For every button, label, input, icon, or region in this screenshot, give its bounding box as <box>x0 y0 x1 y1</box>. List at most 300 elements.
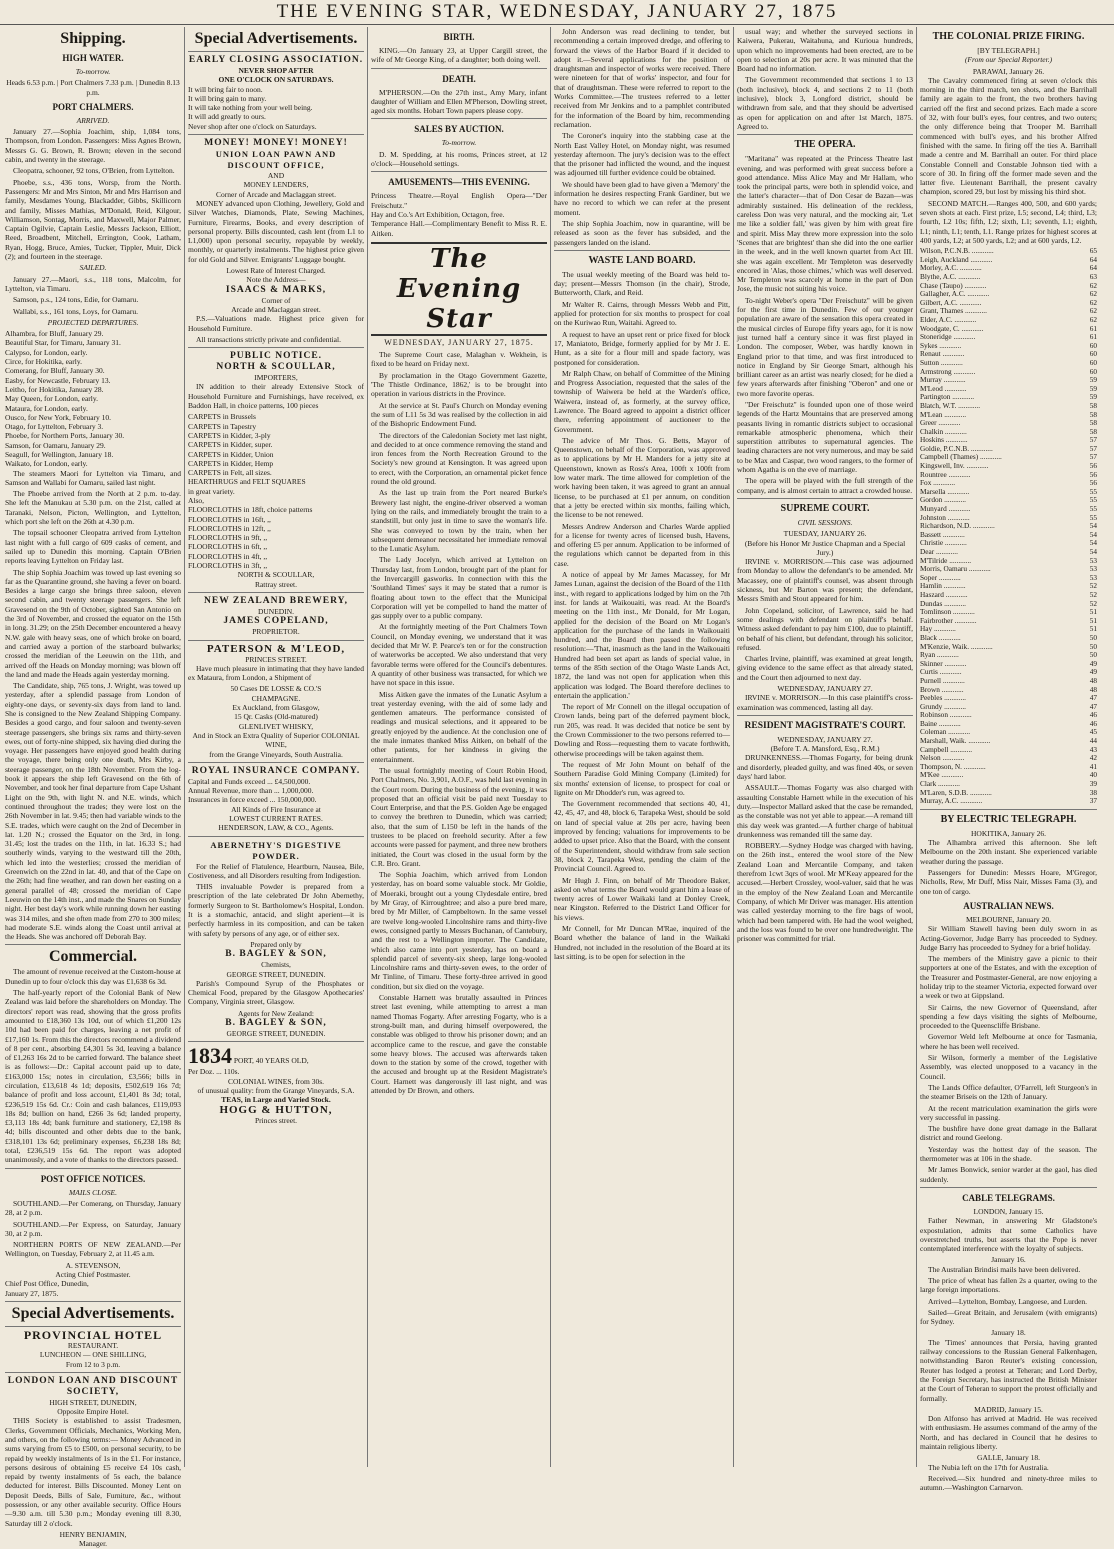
news-paragraph: usual way; and whether the surveyed sections in Kaiwera, Pukerau, Waitahuna, and Kurioua hundreds, upon which no improvements had been erected, are to be open to selection at 20s per acre. It was minuted that the Board had no information. <box>737 27 913 74</box>
royal-insurance-ad <box>188 762 364 833</box>
arrival-text: Phoebe, s.s., 436 tons, Worsp, from the North. Passengers: Mr and Mrs Sinton, Mr and Mrs Harrison and family, Mesdames Young, Blackadder, Gibbs, Skillicorn and family, Misses Mathias, M'Donald, Reid, Kilgour, Williamson, Sontag, Morris, and Maxwell, Major Palmer, Captain Ogilvie, Captain Leslie, Messrs Jackson, Elliott, Reed, Broadbent, Mitchell, Errington, Cook, Latham, Ryan, Hogg, Bruce, Amies, Tucker, Tippler, Muir, Dick (2); and fourteen in the steerage. <box>5 177 181 262</box>
commercial-heading: Commercial. <box>5 944 181 966</box>
special-ads-heading: Special Advertisements. <box>194 30 358 47</box>
opera-paragraph: "Maritana" was repeated at the Princess Theatre last evening, and was performed with great success before a good attendance. Miss Alice May and Mr Hallam, who took the principal parts, were both in splendid voice, and the latter's character—that of Don Cesar de Bazan—was admirably sustained. His delineation of the reckless, careless Don was very natural, and the mocking air, 'Let me like a soldier fall,' was given by him with great fire and spirit. Miss May threw more expression into the solo 'Scenes that are brightest' than she did into the one earlier in the week, and in the well known quartet from Act III. she was again excellent. Mr Templeton was deservedly encored in 'Alas, those chimes,' which was well deserved. Mr Templeton was scarcely at home in the part of Don Jose, the music not suiting his voice. <box>737 154 913 294</box>
score-name: Bassett ............ <box>920 529 965 539</box>
score-value: 51 <box>1089 624 1097 634</box>
ad-line: From 12 to 3 p.m. <box>65 1359 121 1369</box>
score-value: 57 <box>1089 443 1097 453</box>
telegraph-text: The bushfire have done great damage in the Ballarat district and round Geelong. <box>920 1124 1097 1143</box>
ad-body: It will bring fair to noon. It will bring gain to many. It will take nothing from your well being. It will add greatly to ours. Never shop after one o'clock on Saturdays. <box>188 84 317 131</box>
telegraph-text: The members of the Ministry gave a picnic to their supporters at one of the Estates, and with the exception of the Treasurer and Postmaster-General, are now enjoying a holiday trip to the steamer Victoria, expected forward over a week or two at Gippsland. <box>920 954 1097 1001</box>
score-name: Fairbrother ............ <box>920 615 977 625</box>
score-name: Campbell ............ <box>920 744 973 754</box>
birth-heading: BIRTH. <box>443 32 475 42</box>
court-bench: (Before his Honor Mr Justice Chapman and a Special Jury.) <box>744 538 906 557</box>
score-value: 43 <box>1089 744 1097 754</box>
telegraph-text: At the recent matriculation examination the girls were very successful in passing. <box>920 1103 1097 1122</box>
score-name: Thompson, N. ............ <box>920 761 986 771</box>
ad-name: B. BAGLEY & SON, <box>225 1018 327 1029</box>
ad-line: LUNCHEON — ONE SHILLING, <box>39 1350 147 1360</box>
post-office-text: SOUTHLAND.—Per Comerang, on Thursday, January 28, at 2 p.m. <box>5 1198 181 1218</box>
telegraph-text: The Nubia left on the 17th for Australia. <box>928 1462 1049 1472</box>
ad-line: Note the Address— <box>246 275 306 285</box>
column-4 <box>551 27 734 1467</box>
score-value: 59 <box>1089 375 1097 385</box>
telegraph-text: Received.—Six hundred and ninety-three miles to autumn.—Washington Carnarvon. <box>920 1473 1097 1493</box>
board-paragraph: The Government recommended that sections 40, 41, 42, 45, 47, and 48, block 6, Tarapeka West, should be sold on land of special value at 20s per acre, having been improved by fencing; valuations for improvements to be added to upset price. Also that the Board, with the consent of the Superintendent, should withdraw from sale section 38, block 2, Tarapeka West, pending the claim of the Provincial Council. Agreed to. <box>554 799 730 874</box>
score-value: 64 <box>1089 263 1097 273</box>
high-water-heading: HIGH WATER. <box>62 53 124 63</box>
ad-address: Corner of Arcade and Maclaggan street. <box>231 295 321 314</box>
score-value: 62 <box>1089 306 1097 316</box>
ad-sub: IMPORTERS, <box>254 373 298 383</box>
port-chalmers-heading: PORT CHALMERS. <box>52 101 134 112</box>
sales-text: D. M. Spedding, at his rooms, Princes street, at 12 o'clock—Household settings. <box>371 149 547 169</box>
score-value: 56 <box>1089 469 1097 479</box>
score-value: 56 <box>1089 461 1097 471</box>
score-name: Morley, A.C. ............ <box>920 263 982 273</box>
news-paragraph: The Sophia Joachim, which arrived from London yesterday, has on board some valuable stock. Mr Goldie, of Moeraki, brought out a young Clydesdale entire, bred by Mr Gray, of Kirroughtree; and also a pure bred mare, bred by Mr Miller, of Campbeltown. In the same vessel are twelve long-wooled Lincolnshire rams and thirty-five ewes, consigned partly to Messrs Buchanan, of Cantebury, and the rest to a Wellington importer. The Candidate, which also came into port yesterday, has on board a splendid parcel of seventy-six sheep, large long-wooled Lincolnshire rams and thirty-seven ewes, to the order of Mr Tinline, of Timaru. These forty-three arrived in good condition, but six died on the voyage. <box>371 870 547 991</box>
newspaper-flag: The Evening Star <box>371 242 547 336</box>
dateline: GALLE, January 18. <box>977 1453 1040 1463</box>
shipping-note: The ship Sophia Joachim was towed up last evening so far as the Quarantine ground, she having a fever on board. Besides a large cargo she brings three saloon, eleven second cabin, and twenty steerage passengers. She left Gravesend on the 9th of October, sighted San Antonio on the 3rd of November, and crossed the equator on the 15th in long. 31.29; on the 25th December encountered a heavy N.W. gale with heavy seas, one of which broke on board, and carried away a portion of the starboard bulwarks; crossed the meridian of the Leeuwin on the 11th, and arrived off the Heads on Monday morning; was blown off the land and made the Heads again yesterday morning. <box>5 567 181 679</box>
high-water-sub: To-morrow. <box>75 67 111 76</box>
score-value: 65 <box>1089 246 1097 256</box>
dateline: HOKITIKA, January 26. <box>971 828 1046 838</box>
arrival-text: Cleopatra, schooner, 92 tons, O'Brien, from Lyttelton. <box>13 166 175 176</box>
score-name: Brown ............ <box>920 684 964 694</box>
score-value: 55 <box>1089 486 1097 496</box>
north-scoullar-ad <box>188 347 364 589</box>
birth-notice: KING.—On January 23, at Upper Cargill street, the wife of Mr George King, of a daughter; both doing well. <box>371 46 547 65</box>
telegraph-text: The Alhambra arrived this afternoon. She left Melbourne on the 20th instant. She experienced variable weather during the passage. <box>920 838 1097 866</box>
paterson-mleod-ad <box>188 640 364 759</box>
score-name: Richardson, N.D. ............ <box>920 521 995 531</box>
post-office-heading: POST OFFICE NOTICES. <box>5 1168 181 1187</box>
ad-name: JAMES COPELAND, <box>223 616 329 627</box>
score-value: 57 <box>1089 435 1097 445</box>
score-value: 62 <box>1089 314 1097 324</box>
shipping-heading: Shipping. <box>60 30 126 47</box>
ad-line: Prepared only by <box>250 939 302 949</box>
score-value: 54 <box>1089 538 1097 548</box>
score-name: Armstrong ............ <box>920 366 976 376</box>
news-paragraph: At the fortnightly meeting of the Port Chalmers Town Council, on Monday evening, we understand that it was decided that Mr W. P. Pearce's ten or for the construction of waterworks be accepted. We also understand that very favorable terms were offered for the Council's debentures. A quantity of other business was transacted, for which we have not space in this issue. <box>371 622 547 688</box>
shipping-note: The topsail schooner Cleopatra arrived from Lyttelton last night with a full cargo of 609 casks of cement, and sailed up to Dunedin this morning. Captain O'Brien reports leaving Lyttelton on Friday last. <box>5 528 181 566</box>
nz-brewery-ad <box>188 592 364 637</box>
telegraph-text: The Australian Brindisi mails have been delivered. <box>928 1264 1081 1274</box>
electric-telegraph-heading: BY ELECTRIC TELEGRAPH. <box>920 809 1097 828</box>
score-value: 62 <box>1089 297 1097 307</box>
amusements-text: Princess Theatre.—Royal English Opera—"Der Freischutz." Hay and Co.'s Art Exhibition, Octagon, free. Temperance Hall.—Complimentary Benefit to Miss R. E. Aitken. <box>371 191 547 238</box>
score-value: 59 <box>1089 383 1097 393</box>
board-paragraph: The request of Mr John Mount on behalf of the Southern Paradise Gold Mining Company (Limited) for six months' extension of license, to prospect for coal or lignite on Mr Dhodder's run, was agreed to. <box>554 759 730 797</box>
issue-date: WEDNESDAY, JANUARY 27, 1875. <box>384 337 534 347</box>
score-name: Christie ............ <box>920 538 967 548</box>
score-name: Munyard ............ <box>920 504 971 514</box>
ad-name: HOGG & HUTTON, <box>219 1103 333 1116</box>
port-year: 1834 <box>188 1043 232 1069</box>
telegraph-text: The 'Times' announces that Persia, having granted railway concessions to the Russian General Falkenhagen, notwithstanding Baron Reuter's existing concession, Reuter has lodged a protest at Teheran; and Lord Derby, the Foreign Secretary, has instructed the British Minister at the Court of Teheran to support the protest officially and formally. <box>920 1337 1097 1403</box>
score-name: Stoneridge ............ <box>920 332 976 342</box>
ad-line: Per Doz. ... 110s. <box>188 1067 240 1077</box>
ad-title: PATERSON & M'LEOD, <box>206 642 346 655</box>
score-value: 44 <box>1089 736 1097 746</box>
score-value: 38 <box>1089 787 1097 797</box>
court-date: WEDNESDAY, JANUARY 27. <box>777 734 873 744</box>
score-name: Renaut ............ <box>920 349 965 359</box>
score-value: 46 <box>1089 718 1097 728</box>
score-value: 58 <box>1089 400 1097 410</box>
dateline: January 18. <box>991 1328 1026 1338</box>
digestive-powder-ad <box>188 836 364 1039</box>
score-value: 62 <box>1089 289 1097 299</box>
port-text: PORT, 40 YEARS OLD, <box>233 1056 309 1066</box>
column-1 <box>2 27 185 1549</box>
ad-item: 50 Cases DE LOSSE & CO.'S CHAMPAGNE. <box>230 684 322 703</box>
score-name: Goldie, P.C.N.B. ............ <box>920 443 993 453</box>
ad-body: Parish's Compound Syrup of the Phosphates or Chemical Food, prepared by the Glasgow Apothecaries' Company, Virginia street, Glasgow. <box>188 978 364 1007</box>
court-bench: (Before T. A. Mansford, Esq., R.M.) <box>770 744 880 754</box>
ad-sub: PRINCES STREET. <box>245 654 307 664</box>
score-value: 58 <box>1089 426 1097 436</box>
court-paragraph: Charles Irvine, plaintiff, was examined at great length, giving evidence to the same effect as that already stated, and the Court then adjourned to next day. <box>737 654 913 682</box>
ad-signature: HENRY BENJAMIN, Manager. <box>59 1529 127 1549</box>
score-name: Nelson ............ <box>920 753 965 763</box>
telegraph-text: Passengers for Dunedin: Messrs Hoare, M'Gregor, Nicholls, Rew, Mr Duff, Miss Nair, Misses Fama (3), and one ton of cargo. <box>920 868 1097 896</box>
score-value: 61 <box>1089 332 1097 342</box>
score-name: Soper ............ <box>920 572 961 582</box>
prize-firing-text: The Cavalry commenced firing at seven o'clock this morning in the third match, ten shots, and the Barrihall family are again to the front, the two brothers having carried off the first and second prizes. Each made a score of 32, with four bull's eyes, four centres, and two outers; the only difference being that Trooper M. Barrihall commenced with bull's eyes, and his brother Alfred finished with the same. In firing off the ties A. Barrihall made a centre and M. Barrihall an outer. For third place Constable Connell and Constable Johnson tied with a score of 30. In firing off the former made seven and the latter five. Lieutenant Barrihall, the present cavalry champion, scored 29, but lost by missing his third shot. <box>920 75 1097 197</box>
board-paragraph: The report of Mr Connell on the illegal occupation of Crown lands, being part of the deferred payment block, run 205, was read. It was decided that notice be sent by the Crown Commissioner to the two persons referred to—Dowling and Ross—requesting them to vacate forthwith, otherwise proceedings will be taken against them. <box>554 702 730 758</box>
score-value: 55 <box>1089 512 1097 522</box>
ad-body: Have much pleasure in intimating that they have landed ex Mataura, from London, a Shipment of <box>188 663 364 683</box>
telegraph-text: Arrived—Lyttelton, Bombay, Langoese, and Lurden. <box>928 1296 1088 1306</box>
loan-society-ad <box>5 1372 181 1549</box>
special-ads-heading: Special Advertisements. <box>5 1301 181 1323</box>
score-name: Sutton ............ <box>920 357 963 367</box>
opera-paragraph: To-night Weber's opera "Der Freischutz" will be given for the first time in Dunedin. Few of our younger population are aware of the sensation this opera created in the musical circles of Europe fifty years ago, for it is now just turned half a century since it was first played in London. The composer, Weber, was hardly known in England prior to that time, and was first introduced to notice in England by Sir George Smart, although his brilliant career as an artist was nearly closed; for he died a few years afterwards after finishing "Oberon" and one or two more favorite operas. <box>737 295 913 398</box>
score-name: M'Kee ............ <box>920 770 964 780</box>
ad-title: PUBLIC NOTICE. <box>229 351 323 362</box>
score-value: 59 <box>1089 392 1097 402</box>
telegraph-text: Sir Cairns, the new Governor of Queensland, after spending a few days visiting the sights of Melbourne, proceeded to the Queenscliffe Brisbane. <box>920 1002 1097 1031</box>
score-value: 60 <box>1089 340 1097 350</box>
telegraph-text: Sailed—Great Britain, and Jerusalem (with emigrants) for Sydney. <box>920 1307 1097 1327</box>
ad-body: IN addition to their already Extensive Stock of Household Furniture and Furnishings, have received, ex Baddon Hall, in choice patterns, 100 pieces <box>188 382 364 411</box>
score-name: Marsella ............ <box>920 486 970 496</box>
score-value: 54 <box>1089 529 1097 539</box>
ad-title: PROVINCIAL HOTEL <box>23 1327 163 1342</box>
score-name: Tomlinson ............ <box>920 607 975 617</box>
port-line <box>188 1045 364 1067</box>
news-paragraph: The Government recommended that sections 1 to 13 (both inclusive), block 4, and sections 2 to 11 (both inclusive), block 3, Longford district, should be withdrawn from sale, and that they should be advertised as open for application on and after 1st March, 1875. Agreed to. <box>737 75 913 131</box>
score-value: 37 <box>1089 796 1097 806</box>
score-name: Elder, A.C. ............ <box>920 314 977 324</box>
arrived-heading: ARRIVED. <box>76 115 110 125</box>
board-paragraph: The usual weekly meeting of the Board was held to-day; present—Messrs Thomson (in the chair), Strode, Butterworth, Clark, and Reid. <box>554 269 730 298</box>
score-name: Blythe, A.C. ............ <box>920 272 981 282</box>
court-paragraph: ASSAULT.—Thomas Fogarty was also charged with assaulting Constable Harnett while in the execution of his duty.—Inspector Mallard asked that the case be remanded, as the constable was not yet able to appear.—A remand till this day week was granted.—A further charge of habitual drunkenness was remanded till the same day. <box>737 783 913 839</box>
post-office-footer: Chief Post Office, Dunedin, January 27, 1875. <box>5 1279 89 1298</box>
score-name: Hamlin ............ <box>920 581 966 591</box>
ad-title: ROYAL INSURANCE COMPANY. <box>191 765 361 776</box>
score-value: 53 <box>1089 555 1097 565</box>
commercial-text: The half-yearly report of the Colonial Bank of New Zealand was laid before the shareholders on Monday. The directors' report was read, showing that the gross profits amounted to £18,360 13s 10d, out of which £1,200 12s 10d had been paid for charges, leaving a net profit of £17,160 1s. From this the directors recommend a dividend of 8 per cent., absorbing £4,301 5s 3d, leaving a balance of £1,263 16s 2d to be carried forward. The balance sheet is as follows:—Dr.: Capital account paid up to date, £163,000 15s; notes in circulation, £3,566; bills in circulation, £13,618 4s 1d; deposits, £502,619 16s 7d; balance of profit and loss account, £1,401 8s 3d; total, £236,519 15s 6d. Cr.: Coin and cash balances, £119,093 18s 8d; bullion on hand, £266 3s 6d; landed property, £3,113 18s 4d; bank furniture and stationery, £2,198 8s 4d; bills discounted and other debts due to the bank, £318,101 13s 6d; preliminary expenses, £6,238 18s 8d; total, £236,519 15s 6d. The report was adopted unanimously, and a vote of thanks to the directors passed. <box>5 988 181 1165</box>
score-name: Wilson, P.C.N.B. ............ <box>920 246 994 256</box>
news-paragraph: By proclamation in the Otago Government Gazette, 'The Thistle Ordinance, 1862,' is to be brought into operation in various districts in the Province. <box>371 370 547 399</box>
score-value: 50 <box>1089 641 1097 651</box>
score-value: 53 <box>1089 572 1097 582</box>
ad-sub: RESTAURANT. <box>67 1340 119 1350</box>
mails-close-heading: MAILS CLOSE. <box>69 1187 117 1197</box>
score-name: Fox ............ <box>920 478 956 488</box>
score-value: 42 <box>1089 753 1097 763</box>
score-name: Partington ............ <box>920 392 975 402</box>
score-name: Johnston ............ <box>920 512 970 522</box>
court-paragraph: ROBBERY.—Sydney Hodge was charged with having, on the 26th inst., entered the wool store of the New Zealand Loan and Mercantile Company, and taken therefrom 1cwt 3qrs of wool. Mr M'Keay appeared for the accused.—Herbert Crossley, wool-valuer, said that he was in the employ of the New Zealand Loan and Mercantile Company, of which Mr Driver was manager. His attention was called yesterday morning to the fire bags of wool, which had been tampered with. He had the wool weighed, and the loss was found to be over one hundredweight. The prisoner was committed for trial. <box>737 841 913 944</box>
telegraph-text: Sir Wilson, formerly a member of the Legislative Assembly, was elected unopposed to a vacancy in the Council. <box>920 1053 1097 1081</box>
ad-signature: NORTH & SCOULLAR, Rattray street. <box>237 570 315 589</box>
ad-sub: NEVER SHOP AFTER ONE O'CLOCK ON SATURDAYS. <box>218 66 334 85</box>
board-paragraph: The advice of Mr Thos. G. Betts, Mayor of Queenstown, on behalf of the Corporation, was approved as to applications by Mr H. Manders for a jetty site at Queenstown, known as Ross's Area, 100ft x 100ft from low water mark. The time allowed for completion of the work having been taken, it was agreed to grant an annual license, to be purchased at £1 per annum, on condition that a jetty be erected within six months, failing which, the license to be not renewed. <box>554 435 730 520</box>
score-name: Haszard ............ <box>920 589 968 599</box>
court-date: TUESDAY, JANUARY 26. <box>783 529 867 539</box>
news-paragraph: The usual fortnightly meeting of Court Robin Hood, Port Chalmers, No. 3,901, A.O.F., was held last evening in the Court room. During the business of the evening, it was proposed that an official visit be paid next Tuesday to Court Enterprise, and that the P.S. Golden Age be engaged to convey the brethren to Dunedin, which was carried; also, that the sum of L150 be left in the hands of the trustees to be placed on freehold security. After a few accounts were passed for payment, and three new brothers initiated, the Court was closed in the usual form by the C.R. Bro. Grant. <box>371 765 547 868</box>
news-paragraph: As the last up train from the Port neared Burke's Brewery last night, the engine-driver observed a woman lying on the rails, and immediately brought the train to a standstill, but only just in time to save the woman's life. She was conveyed to town by the train, when her subsequent demeanor necessitated her immediate removal to the Lunatic Asylum. <box>371 488 547 554</box>
early-closing-ad <box>188 51 364 131</box>
news-paragraph: Constable Harnett was brutally assaulted in Princes street last evening, while attempting to arrest a man named Thomas Fogarty. After arresting Fogarty, who is a strong-built man, and during himself overpowered, the constable was obliged to throw his prisoner down; and an accomplice came to the rescue, and gave the constable some heavy blows. The accused was afterwards taken down to the station by some of the crowd, together with the accused and brought up at the Resident Magistrate's Court. Harnett was dangerously ill last night, and was attended by Dr Brown, and others. <box>371 993 547 1096</box>
sales-heading: SALES BY AUCTION. <box>371 118 547 137</box>
score-value: 51 <box>1089 607 1097 617</box>
score-name: Grundy ............ <box>920 701 967 711</box>
score-name: Grant, Thames ............ <box>920 306 987 316</box>
score-name: Hoskins ............ <box>920 435 968 445</box>
court-paragraph: DRUNKENNESS.—Thomas Fogarty, for being drunk and disorderly, pleaded guilty, and was fined 40s, or seven days' hard labor. <box>737 753 913 782</box>
ad-title: MONEY! MONEY! MONEY! <box>204 138 348 149</box>
board-paragraph: A notice of appeal by Mr James Macassey, for Mr James Lunan, against the decision of the Board of the 11th inst., with regard to applications lodged by him on the 7th inst. for lands at Waikouaiti, was read. At the Board's meeting on the 11th inst., Mr Donald, for Mr Logan, applied for the decision of the Board on Mr Logan's application for the purchase of the lands in Waikouaiti hundred, and the Board then passed the following resolution:—'That, inasmuch as the land in the Waikouaiti Hundred had been set apart as lands of special value, in terms of the 85th section of the Otago Waste Lands Act, 1872, the land was not open for application when this application was lodged. The Board therefore declines to entertain the application.' <box>554 570 730 700</box>
ad-address: Princes street. <box>254 1115 298 1125</box>
prize-firing-text: SECOND MATCH.—Ranges 400, 500, and 600 yards; seven shots at each. First prize, L5; second, L4; third, L3; fourth, L2 10s; fifth, L2; sixth, L1; seventh, L1; eighth, L1; ninth, L1; tenth, L1. Range prizes for highest scores at 400 yards, L2; at 500 yards, L2; and at 600 yards, L2. <box>920 198 1097 245</box>
score-name: M'Leod ............ <box>920 383 967 393</box>
ad-address: GEORGE STREET, DUNEDIN. <box>226 1029 326 1039</box>
ad-title: NEW ZEALAND BREWERY, <box>204 595 348 606</box>
projected-departures-list: Alhambra, for Bluff, January 29. Beautiful Star, for Timaru, January 31. Calypso, for London, early. Circe, for Hokitika, early. Comerang, for Bluff, January 30. Easby, for Newcastle, February 13. Leitho, for Hokitika, January 28. May Queen, for London, early. Mataura, for London, early. Ousco, for New York, February 10. Otago, for Lyttelton, February 3. Phoebe, for Northern Ports, January 30. Samson, for Oamaru, January 29. Seagull, for Wellington, January 18. Waikato, for London, early. <box>5 329 125 469</box>
ad-line: Lowest Rate of Interest Charged. <box>226 266 326 276</box>
court-paragraph: IRVINE v. MORRISON.—This case was adjourned from Monday to allow the defendant's to be amended. Mr Macassey, one of plaintiff's counsel, was absent through sickness, but Mr Barton was present; the defendant, Messrs Smith and Stout appeared for him. <box>737 557 913 604</box>
columns <box>2 27 1112 1549</box>
court-paragraph: John Copeland, solicitor, of Lawrence, said he had some dealings with defendant on plaintiff's behalf. Witness asked defendant to pay him £100, due to plaintiff, on behalf of his client, but defendant, through his solicitor, refused. <box>737 605 913 652</box>
amusements-heading: AMUSEMENTS—THIS EVENING. <box>371 171 547 190</box>
telegraph-text: Sir William Stawell having been duly sworn in as Acting-Governor, Judge Barry has proceeded to Sydney. Judge Barry has proceeded to Sydney for a brief holiday. <box>920 924 1097 952</box>
score-value: 63 <box>1089 272 1097 282</box>
news-paragraph: John Anderson was read declining to tender, but recommending a certain improved dredge, and offering to forward the views of the Harbor Board if it decided to adopt it.—Several applications for the position of draughtsman and inspector of works were received. There were nineteen for that of works' inspector, and four for that of draughtsman. These were referred to report to the Works Committee.—The trustees referred to a letter received from Mr Jenkins and to a pamphlet contributed for the information of the Board by him, recommending reclamation. <box>554 27 730 129</box>
post-office-signature: A. STEVENSON, Acting Chief Postmaster. <box>55 1260 131 1280</box>
score-value: 49 <box>1089 658 1097 668</box>
score-name: Morris, Oamaru ............ <box>920 564 991 574</box>
board-paragraph: Messrs Andrew Anderson and Charles Warde applied for a license for twenty acres of licensed bush, Havens, and offering £5 per annum. Application to be informed of the regulations which cannot be departed from in this case. <box>554 521 730 568</box>
board-paragraph: Mr Connell, for Mr Duncan M'Rae, inquired of the Board whether the balance of land in the Waikaki Hundred, not included in the resolution of the Board at its last sitting, is to be open for selection in the <box>554 924 730 961</box>
ad-body: MONEY advanced upon Clothing, Jewellery, Gold and Silver Watches, Diamonds, Plate, Sewing Machines, Furniture, Firearms, Books, and every description of personal property. Bills discounted, cash lent (from L1 to L1,000) upon personal security, repayable by weekly, monthly, or quarterly instalments. The highest price given for old Gold and Silver. Emigrants' Luggage bought. <box>188 198 364 264</box>
death-notice: M'PHERSON.—On the 27th inst., Amy Mary, infant daughter of William and Ellen M'Pherson, Dowling street, aged six months. Hobart Town papers please copy. <box>371 87 547 116</box>
dateline: LONDON, January 15. <box>973 1206 1044 1216</box>
ad-body: All Kinds of Fire Insurance at LOWEST CURRENT RATES. HENDERSON, LAW, & CO., Agents. <box>218 804 334 833</box>
score-name: Leigh, Auckland ............ <box>920 254 993 264</box>
score-name: Hay ............ <box>920 624 956 634</box>
score-value: 54 <box>1089 547 1097 557</box>
score-value: 47 <box>1089 693 1097 703</box>
opera-paragraph: The opera will be played with the full strength of the company, and is almost certain to attract a crowded house. <box>737 476 913 495</box>
score-value: 47 <box>1089 701 1097 711</box>
ad-name: B. BAGLEY & SON, <box>225 949 327 960</box>
union-loan-ad <box>188 134 364 344</box>
rm-court-heading: RESIDENT MAGISTRATE'S COURT. <box>737 715 913 734</box>
ad-address: HIGH STREET, DUNEDIN, Opposite Empire Hotel. <box>49 1397 137 1417</box>
score-value: 52 <box>1089 598 1097 608</box>
ad-body: Capital and Funds exceed ... £4,500,000. Annual Revenue, more than ... 1,000,000. Insurances in force exceed ... 150,000,000. <box>188 776 317 805</box>
score-name: Clark ............ <box>920 779 960 789</box>
score-name: Murray ............ <box>920 375 966 385</box>
score-name: Coleman ............ <box>920 727 971 737</box>
column-3 <box>368 27 551 1467</box>
ad-sub: DUNEDIN. <box>257 606 295 616</box>
provincial-hotel-ad <box>5 1326 181 1369</box>
score-name: M'Tilride ............ <box>920 555 972 565</box>
news-paragraph: The ship Sophia Joachim, now in quarantine, will be released as soon as the fever has subsided, and the passengers landed on the island. <box>554 218 730 247</box>
score-name: M'Laren, S.D.B. ............ <box>920 787 992 797</box>
news-paragraph: We should have been glad to have given a 'Memory' the information he desires respecting Frank Gardiner, but we have no record to which we can refer at the present moment. <box>554 179 730 217</box>
score-name: Black ............ <box>920 632 961 642</box>
ad-sub: PROPRIETOR. <box>252 627 300 637</box>
score-value: 50 <box>1089 632 1097 642</box>
board-paragraph: Mr Walter R. Cairns, through Messrs Webb and Pitt, applied for protection for six months to prospect for coal on the Kuriwao Run, Waitahi. Agreed to. <box>554 299 730 328</box>
death-heading: DEATH. <box>371 68 547 87</box>
telegraph-text: Governor Weld left Melbourne at once for Tasmania, where he has been well received. <box>920 1032 1097 1051</box>
ad-title: ABERNETHY'S DIGESTIVE POWDER. <box>210 839 342 861</box>
dateline: January 16. <box>991 1255 1026 1265</box>
score-name: Purnell ............ <box>920 675 965 685</box>
score-value: 57 <box>1089 452 1097 462</box>
score-name: Greer ............ <box>920 418 961 428</box>
score-value: 60 <box>1089 366 1097 376</box>
shipping-note: The steamers Maori for Lyttelton via Timaru, and Samson and Wallabi for Oamaru, sailed last night. <box>5 468 181 487</box>
score-value: 45 <box>1089 727 1097 737</box>
masthead: THE EVENING STAR, WEDNESDAY, JANUARY 27, 1875 <box>0 0 1114 25</box>
score-value: 48 <box>1089 684 1097 694</box>
news-paragraph: The Lady Jocelyn, which arrived at Lyttelton on Thursday last, from London, brought part of the plant for the Invercargill gasworks. In connection with this the 'Southland Times' says it may be stated that a rumor is floating about town to the effect that the Municipal Corporation will yet be compelled to hand the matter of gas supply over to a public company. <box>371 555 547 621</box>
score-name: Skinner ............ <box>920 658 967 668</box>
ad-item: And in Stock an Extra Quality of Superior COLONIAL WINE, from the Grange Vineyards, South Australia. <box>192 730 360 759</box>
shipping-note: The Phoebe arrived from the North at 2 p.m. to-day. She left the Manukau at 5.30 p.m. on the 21st, called at Taranaki, Nelson, Picton, Wellington, and Lyttelton, which port she left on the 26th at 4.30 p.m. <box>5 489 181 527</box>
waste-land-heading: WASTE LAND BOARD. <box>554 250 730 269</box>
score-table <box>920 247 1097 806</box>
ad-title: LONDON LOAN AND DISCOUNT SOCIETY, <box>7 1375 179 1397</box>
ad-name: NORTH & SCOULLAR, <box>216 362 336 373</box>
dateline: PARAWAI, January 26. <box>972 66 1045 76</box>
ad-address: Chemists, GEORGE STREET, DUNEDIN. <box>226 960 326 979</box>
score-name: Murray, A.C. ............ <box>920 796 983 806</box>
score-value: 55 <box>1089 504 1097 514</box>
score-name: Kingswell, Inv. ............ <box>920 461 989 471</box>
score-name: Woodgate, C. ............ <box>920 323 984 333</box>
opera-paragraph: "Der Freischutz" is founded upon one of those weird legends of the Hartz Mountains that are preserved among peasants living in romantic districts subject to occasional remarkable atmospheric phenomena, which their superstition attributes to supernatural agencies. The leading characters are not very numerous, and may be said to be Max and Caspar, two wood rangers, to the former of whom Agatha is on the eve of marriage. <box>737 399 913 475</box>
telegraph-text: The Lands Office defaulter, O'Farrell, left Sturgeon's in the steamer Briseis on the 12th of January. <box>920 1082 1097 1102</box>
board-paragraph: A request to have an upset rent or price fixed for block 17, Maniatoto, Bridge, formerly applied for by Mr J. E. Hunt, as a site for a flour mill and spade factory, was postponed for consideration. <box>554 329 730 367</box>
high-water-times: Heads 6.53 p.m. | Port Chalmers 7.33 p.m. | Dunedin 8.13 p.m. <box>6 78 180 97</box>
telegraph-text: The price of wheat has fallen 2s a quarter, owing to the large foreign importations. <box>920 1276 1097 1295</box>
score-name: Peebles ............ <box>920 693 967 703</box>
civil-sessions-heading: CIVIL SESSIONS. <box>797 517 853 527</box>
score-name: Curtis ............ <box>920 667 962 677</box>
column-2 <box>185 27 368 1467</box>
score-value: 60 <box>1089 349 1097 359</box>
prize-firing-sub: (From our Special Reporter.) <box>964 55 1053 65</box>
commercial-text: The amount of revenue received at the Custom-house at Dunedin up to four o'clock this day was £1,638 6s 3d. <box>5 967 181 986</box>
court-date: WEDNESDAY, JANUARY 27. <box>777 684 873 693</box>
score-value: 41 <box>1089 761 1097 771</box>
post-office-text: NORTHERN PORTS OF NEW ZEALAND.—Per Wellington, on Tuesday, February 2, at 11.45 a.m. <box>5 1240 181 1259</box>
ad-line: TEAS, in Large and Varied Stock. <box>221 1095 331 1105</box>
telegraph-text: Yesterday was the hottest day of the season. The thermometer was at 106 in the shade. <box>920 1144 1097 1164</box>
score-value: 52 <box>1089 589 1097 599</box>
court-paragraph: IRVINE v. MORRISON.—In this case plaintiff's cross-examination was commenced, lasting all day. <box>737 693 913 712</box>
board-paragraph: Mr Hugh J. Finn, on behalf of Mr Theodore Baker, asked on what terms the Board would grant him a lease of twenty acres of Lower Waikaki land at Donley Creek, near Kingston. Referred to the District Land Officer for his views. <box>554 875 730 922</box>
ad-line: of unusual quality: from the Grange Vineyards, S.A. <box>197 1085 355 1095</box>
score-name: M'Lean ............ <box>920 409 967 419</box>
news-paragraph: Miss Aitken gave the inmates of the Lunatic Asylum a treat yesterday evening, with the aid of some lady and gentlemen amateurs. The performance consisted of readings and musical selections, and it appeared to be greatly enjoyed by the audience. At the conclusion one of the male inmates thanked Miss Aitken, on behalf of the other patients, for her kindness in giving the entertainment. <box>371 689 547 764</box>
score-row <box>920 797 1097 806</box>
score-name: Gilbert, A.C. ............ <box>920 297 982 307</box>
board-paragraph: Mr Ralph Chaw, on behalf of Committee of the Mining and Progress Association, requested that the sales of the township of Waiwera be held at the Warden's office, Waiwera, instead of, as formerly, at the survey office, Lawrence. The Board agreed to appoint a district officer there, referring appointment of auctioneer to the Government. <box>554 368 730 434</box>
shipping-note: The Candidate, ship, 765 tons, J. Wright, was towed up yesterday, after a splendid passage from London of eighty-one days, or seventy-six days from land to land. She is consigned to the New Zealand Shipping Company. Besides a good cargo, and four saloon and twenty-seven steerage passengers, she brings six rams and thirty-seven ewes, out of forty-nine shipped, six having died during the voyage. Her passengers have enjoyed good health during the voyage, there being only one death, Mrs Kirby, a steerage passenger, on the 18th November. From the log-book it appears the ship left Gravesend on the 6th of November, and took her final departure from Cape Ushant Light on the 9th, with light N. and N.E. winds, which continued throughout the trades; they were lost on the 26th November in lat. 9.45; then had variable winds to the S.E. trades, which were caught on the 2nd of December in lat. 1.20 N.; crossed the Equator on the 3rd, in long. 31.45; lost the trades on the 11th, in lat. 16.33 S.; had southerly winds, varying to the westward till the 20th, which led into the westerlies; crossed the meridian of Greenwich on the 22nd in lat. 40, and that of the Cape on the 26th; had fine weather, and ran down her easting on a general parallel of 48; crossed the meridian of Cape Leeuwin on the 14th inst., and made the Snares on Sunday night. Her best day's work while running down her easting was 314 miles, and she often made from 270 to 300 miles; had moderate S.E. winds along the Coast until arrival at the Heads. She was anchored off Deborah Bay. <box>5 681 181 942</box>
ad-body: P.S.—Valuations made. Highest price given for Household Furniture. <box>188 314 364 333</box>
news-paragraph: The Coroner's inquiry into the stabbing case at the North East Valley Hotel, on Monday night, was resumed yesterday afternoon. The jury's decision was to the effect that the prisoner had inflicted the wound, and the inquest was adjourned till further evidence could be obtained. <box>554 131 730 178</box>
prize-firing-sub: [BY TELEGRAPH.] <box>977 46 1040 55</box>
score-name: Chase (Taupo) ............ <box>920 280 987 290</box>
score-value: 53 <box>1089 564 1097 574</box>
ad-line: Agents for New Zealand: <box>237 1008 314 1018</box>
score-value: 64 <box>1089 254 1097 264</box>
score-name: Campbell (Thames) ............ <box>920 452 1002 462</box>
ad-sub: AND MONEY LENDERS, Corner of Arcade and Maclaggan street. <box>216 171 336 199</box>
score-name: Chalkin ............ <box>920 426 967 436</box>
score-value: 48 <box>1089 675 1097 685</box>
score-value: 58 <box>1089 418 1097 428</box>
score-name: Baine ............ <box>920 718 961 728</box>
score-value: 46 <box>1089 710 1097 720</box>
score-name: Gallagher, A.C. ............ <box>920 289 990 299</box>
score-value: 56 <box>1089 478 1097 488</box>
ad-body: THIS invaluable Powder is prepared from a prescription of the late celebrated Dr John Abernethy, formerly Surgeon to St. Bartholomew's Hospital, London. It is a stomachic, antacid, and slight aperient—it is perfectly harmless in its composition, and can be taken with safety by persons of any age, or of either sex. <box>188 882 364 938</box>
dateline: MADRID, January 15. <box>974 1404 1043 1414</box>
opera-heading: THE OPERA. <box>737 134 913 153</box>
sales-sub: To-morrow. <box>441 138 477 148</box>
score-value: 58 <box>1089 409 1097 419</box>
ad-title: EARLY CLOSING ASSOCIATION. <box>188 55 364 65</box>
score-value: 49 <box>1089 667 1097 677</box>
ad-body: For the Relief of Flatulence, Heartburn, Nausea, Bile, Costiveness, and all Disorders resulting from Indigestion. <box>188 861 364 880</box>
sailed-text: Wallabi, s.s., 161 tons, Loys, for Oamaru. <box>13 306 139 316</box>
telegraph-text: Father Newman, in answering Mr Gladstone's expostulation, admits that some Catholics have overstretched truths, but asserts that the Pope is never contemplated interference with the loyalty of subjects. <box>920 1216 1097 1254</box>
score-value: 40 <box>1089 770 1097 780</box>
score-name: Sykes ............ <box>920 340 962 350</box>
supreme-court-heading: SUPREME COURT. <box>737 498 913 517</box>
score-value: 50 <box>1089 650 1097 660</box>
post-office-text: SOUTHLAND.—Per Express, on Saturday, January 30, at 2 p.m. <box>5 1219 181 1238</box>
ad-item: Ex Auckland, from Glasgow, 15 Qr. Casks (Old-matured) GLENLIVET WHISKY, <box>232 703 320 731</box>
score-name: Rountree ............ <box>920 469 971 479</box>
